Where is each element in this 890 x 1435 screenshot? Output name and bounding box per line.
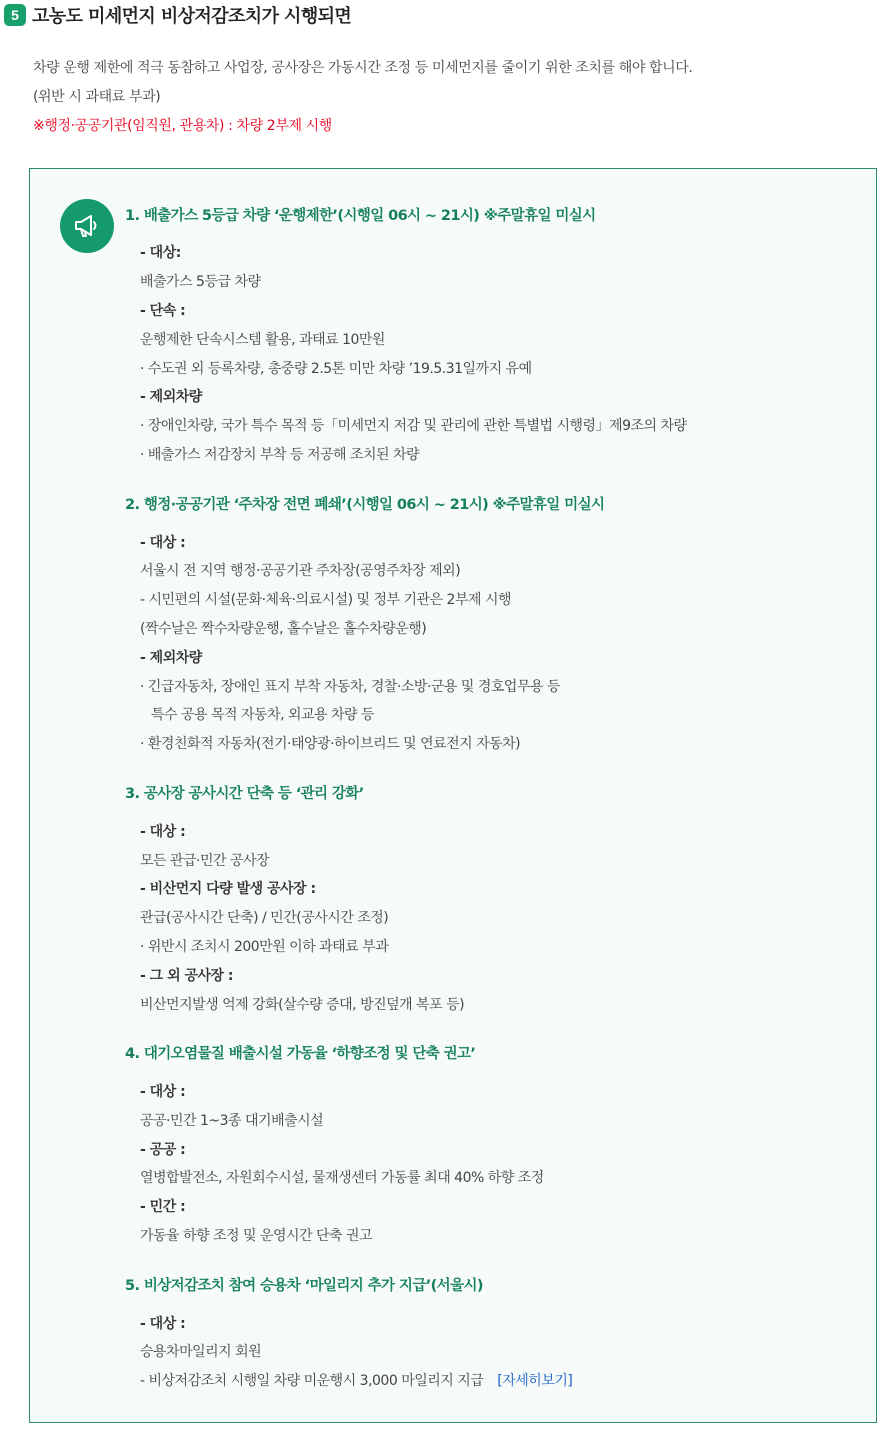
measure-4-title: 4. 대기오염물질 배출시설 가동율 ‘하향조정 및 단축 권고’ xyxy=(125,1046,476,1062)
measure-4-private: 가동율 하향 조정 및 운영시간 단축 권고 xyxy=(140,1228,373,1244)
measure-1-enforcement-label: - 단속 : xyxy=(140,303,186,319)
measure-3-target-label: - 대상 : xyxy=(140,824,186,840)
measure-5-mileage-row xyxy=(140,1370,572,1390)
measure-2-exempt-item: · 환경친화적 자동차(전기·태양광·하이브리드 및 연료전지 자동차) xyxy=(140,736,521,752)
details-link[interactable]: [자세히보기] xyxy=(497,1373,573,1389)
measure-2-facilities: - 시민편의 시설(문화·체육·의료시설) 및 정부 기관은 2부제 시행 xyxy=(140,592,512,608)
measure-1-target-label: - 대상: xyxy=(140,245,181,261)
intro-penalty-note: (위반 시 과태료 부과) xyxy=(33,89,161,105)
measure-5-title: 5. 비상저감조치 참여 승용차 ‘마일리지 추가 지급’(서울시) xyxy=(125,1278,483,1294)
measure-1-grace-period: · 수도권 외 등록차량, 총중량 2.5톤 미만 차량 ’19.5.31일까지 유예 xyxy=(140,361,532,377)
measure-1-target: 배출가스 5등급 차량 xyxy=(140,274,261,290)
measure-3-other-sites-label: - 그 외 공사장 : xyxy=(140,968,234,984)
measure-3-title: 3. 공사장 공사시간 단축 등 ‘관리 강화’ xyxy=(125,786,364,802)
megaphone-icon xyxy=(60,199,114,253)
section-title: 고농도 미세먼지 비상저감조치가 시행되면 xyxy=(32,6,352,27)
measure-2-odd-even: (짝수날은 짝수차량운행, 홀수날은 홀수차량운행) xyxy=(140,621,427,637)
measure-4-public-label: - 공공 : xyxy=(140,1142,186,1158)
measure-5-mileage: - 비상저감조치 시행일 차량 미운행시 3,000 마일리지 지급 xyxy=(140,1373,484,1389)
measure-3-target: 모든 관급·민간 공사장 xyxy=(140,853,270,869)
measure-2-exempt-item: · 긴급자동차, 장애인 표지 부착 자동차, 경찰·소방·군용 및 경호업무용 등 xyxy=(140,679,560,695)
section-title-row xyxy=(4,2,351,28)
measure-3-penalty: · 위반시 조치시 200만원 이하 과태료 부과 xyxy=(140,939,389,955)
measure-4-target-label: - 대상 : xyxy=(140,1084,186,1100)
measure-4-target: 공공·민간 1~3종 대기배출시설 xyxy=(140,1113,324,1129)
section-number-badge: 5 xyxy=(4,4,26,26)
intro-public-agency-note: ※행정·공공기관(임직원, 관용차) : 차량 2부제 시행 xyxy=(33,118,332,134)
measure-1-exempt-item: · 장애인차량, 국가 특수 목적 등「미세먼지 저감 및 관리에 관한 특별법 시행령」제9조의 차량 xyxy=(140,418,687,434)
measure-2-target: 서울시 전 지역 행정·공공기관 주차장(공영주차장 제외) xyxy=(140,563,461,579)
measure-4-public: 열병합발전소, 자원회수시설, 물재생센터 가동률 최대 40% 하향 조정 xyxy=(140,1170,544,1186)
intro-text: 차량 운행 제한에 적극 동참하고 사업장, 공사장은 가동시간 조정 등 미세먼지를 줄이기 위한 조치를 해야 합니다. xyxy=(33,60,693,76)
measure-3-dusty-sites-label: - 비산먼지 다량 발생 공사장 : xyxy=(140,881,316,897)
measure-1-enforcement: 운행제한 단속시스템 활용, 과태료 10만원 xyxy=(140,332,385,348)
measure-2-title: 2. 행정·공공기관 ‘주차장 전면 폐쇄’(시행일 06시 ~ 21시) ※주말휴일 미실시 xyxy=(125,497,605,513)
measure-1-exempt-label: - 제외차량 xyxy=(140,389,202,405)
measure-2-exempt-item-cont: 특수 공용 목적 자동차, 외교용 차량 등 xyxy=(151,707,375,723)
measure-2-exempt-label: - 제외차량 xyxy=(140,650,202,666)
measure-3-other-sites: 비산먼지발생 억제 강화(살수량 증대, 방진덮개 복포 등) xyxy=(140,997,465,1013)
measure-5-target-label: - 대상 : xyxy=(140,1316,186,1332)
measure-1-title: 1. 배출가스 5등급 차량 ‘운행제한’(시행일 06시 ~ 21시) ※주말휴일 미실시 xyxy=(125,208,596,224)
measure-2-target-label: - 대상 : xyxy=(140,535,186,551)
measure-1-exempt-item: · 배출가스 저감장치 부착 등 저공해 조치된 차량 xyxy=(140,447,420,463)
measure-4-private-label: - 민간 : xyxy=(140,1199,186,1215)
measure-3-dusty-sites: 관급(공사시간 단축) / 민간(공사시간 조정) xyxy=(140,910,389,926)
measure-5-target: 승용차마일리지 회원 xyxy=(140,1344,262,1360)
